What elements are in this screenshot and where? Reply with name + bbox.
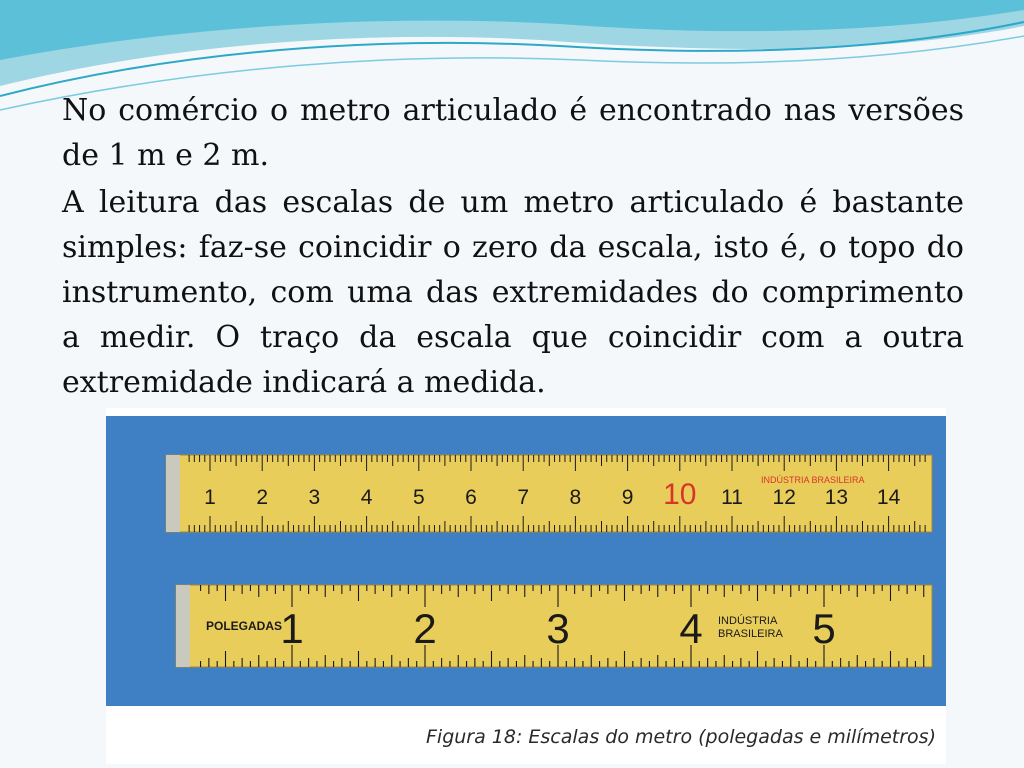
inch-number: 1	[280, 605, 304, 652]
cm-number: 12	[772, 486, 796, 509]
body-text	[62, 88, 964, 407]
cm-number: 5	[412, 486, 425, 509]
inch-number: 4	[679, 605, 703, 652]
cm-number: 10	[663, 478, 697, 511]
inch-number: 2	[413, 605, 437, 652]
cm-number: 4	[360, 486, 373, 509]
cm-number: 14	[876, 486, 901, 509]
cm-number: 2	[256, 486, 269, 509]
paragraph-2: A leitura das escalas de um metro articulado é bastante simples: faz-se coincidir o zero da escala, isto é, o topo do instrumento, com uma das extremidades do comprimento a medir. O traço da escala que coincidir com a outra extremidade indicará a medida.	[62, 185, 964, 400]
inch-brand-line-2: BRASILEIRA	[718, 628, 783, 640]
figure-caption: Figura 18: Escalas do metro (polegadas e milímetros)	[425, 726, 936, 748]
cm-number: 6	[465, 486, 477, 509]
inch-brand-line-1: INDÚSTRIA	[718, 615, 778, 627]
ruler-photo	[106, 408, 946, 713]
inch-number: 3	[546, 605, 570, 652]
ruler-brand-text: INDÚSTRIA BRASILEIRA	[761, 475, 865, 485]
cm-number: 3	[308, 486, 321, 509]
cm-number: 8	[569, 486, 582, 509]
inch-number: 5	[812, 605, 836, 652]
figure	[106, 408, 946, 764]
cm-number: 7	[517, 486, 530, 509]
cm-number: 9	[621, 486, 634, 509]
cm-number: 11	[721, 486, 743, 509]
cm-number: 13	[824, 486, 849, 509]
polegadas-label: POLEGADAS	[206, 619, 283, 633]
paragraph-1: No comércio o metro articulado é encontrado nas versões de 1 m e 2 m.	[62, 93, 964, 173]
cm-number: 1	[204, 486, 216, 509]
